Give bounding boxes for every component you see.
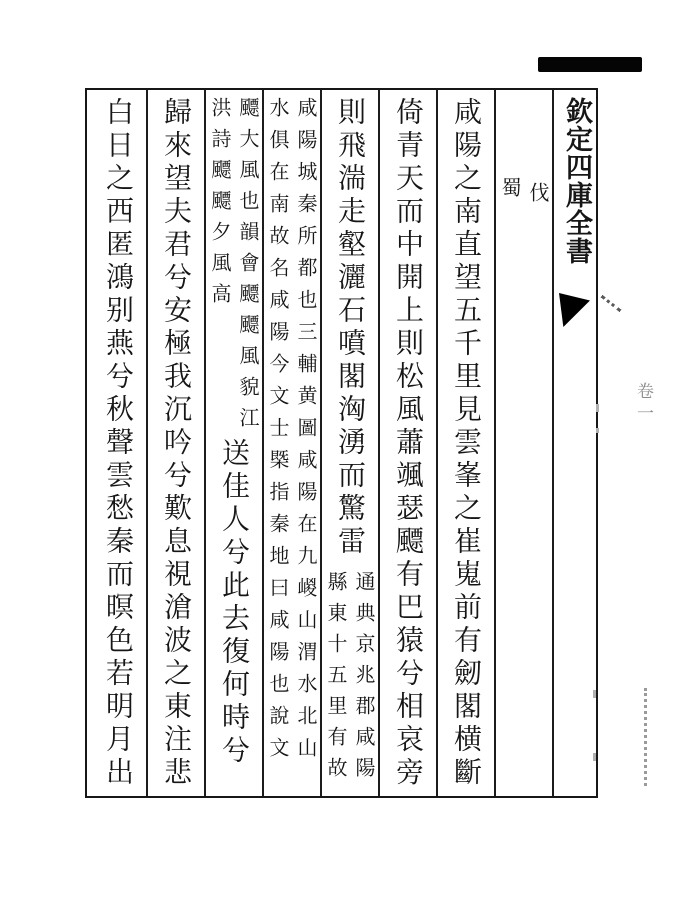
annotation-right-line: 飃大風也韻會飃飃風貌江 bbox=[236, 97, 260, 438]
page-edge-mark bbox=[596, 428, 599, 433]
main-text: 白日之西匿鴻别燕兮秋聲雲愁秦而暝色若明月出 bbox=[102, 97, 135, 790]
page-edge-mark bbox=[596, 404, 599, 412]
text-column-4 bbox=[262, 90, 320, 796]
annotation-right-line: 通典京兆郡咸陽 bbox=[352, 571, 376, 788]
main-text: 歸來望夫君兮安極我沉吟兮歎息視滄波之東注悲 bbox=[160, 97, 193, 790]
text-column-2 bbox=[378, 90, 436, 796]
text-column-7 bbox=[88, 90, 146, 796]
stitch-marks bbox=[644, 688, 647, 786]
main-text: 則飛湍走壑灑石噴閣洶湧而驚雷 bbox=[334, 97, 367, 559]
text-column-note-tail bbox=[494, 90, 552, 796]
fold-tab-marker bbox=[559, 293, 590, 327]
annotation-right-line: 伐 bbox=[526, 182, 550, 204]
annotation-pair bbox=[322, 571, 378, 788]
annotation-pair bbox=[496, 177, 552, 204]
page-edge-mark bbox=[593, 690, 596, 698]
annotation-left-line: 水俱在南故名咸陽今文士槩指秦地曰咸陽也說文 bbox=[266, 97, 290, 769]
annotation-pair bbox=[264, 97, 320, 769]
text-frame bbox=[85, 88, 598, 798]
main-text: 咸陽之南直望五千里見雲峯之崔嵬前有劒閣横斷 bbox=[450, 97, 483, 790]
text-column-6 bbox=[146, 90, 204, 796]
annotation-left-line: 蜀 bbox=[498, 177, 522, 199]
annotation-right-line: 咸陽城秦所都也三輔黄圖咸陽在九嵕山渭水北山 bbox=[294, 97, 318, 769]
volume-marker: 卷一 bbox=[633, 382, 653, 426]
annotation-left-line: 縣東十五里有故 bbox=[324, 571, 348, 788]
main-text: 送佳人兮此去復何時兮 bbox=[218, 438, 251, 768]
tab-dotted-marks bbox=[601, 295, 622, 312]
annotation-left-line: 洪詩飃飃夕風高 bbox=[208, 97, 232, 314]
text-column-5 bbox=[204, 90, 262, 796]
main-text: 倚青天而中開上則松風蕭颯瑟飃有巴猿兮相哀旁 bbox=[392, 97, 425, 790]
page-edge-mark bbox=[593, 753, 596, 761]
text-column-3 bbox=[320, 90, 378, 796]
annotation-pair bbox=[206, 97, 262, 438]
title-column bbox=[552, 90, 596, 796]
book-title: 欽定四庫全書 bbox=[561, 97, 592, 265]
spine-black-bar bbox=[538, 57, 642, 72]
text-column-1 bbox=[436, 90, 494, 796]
